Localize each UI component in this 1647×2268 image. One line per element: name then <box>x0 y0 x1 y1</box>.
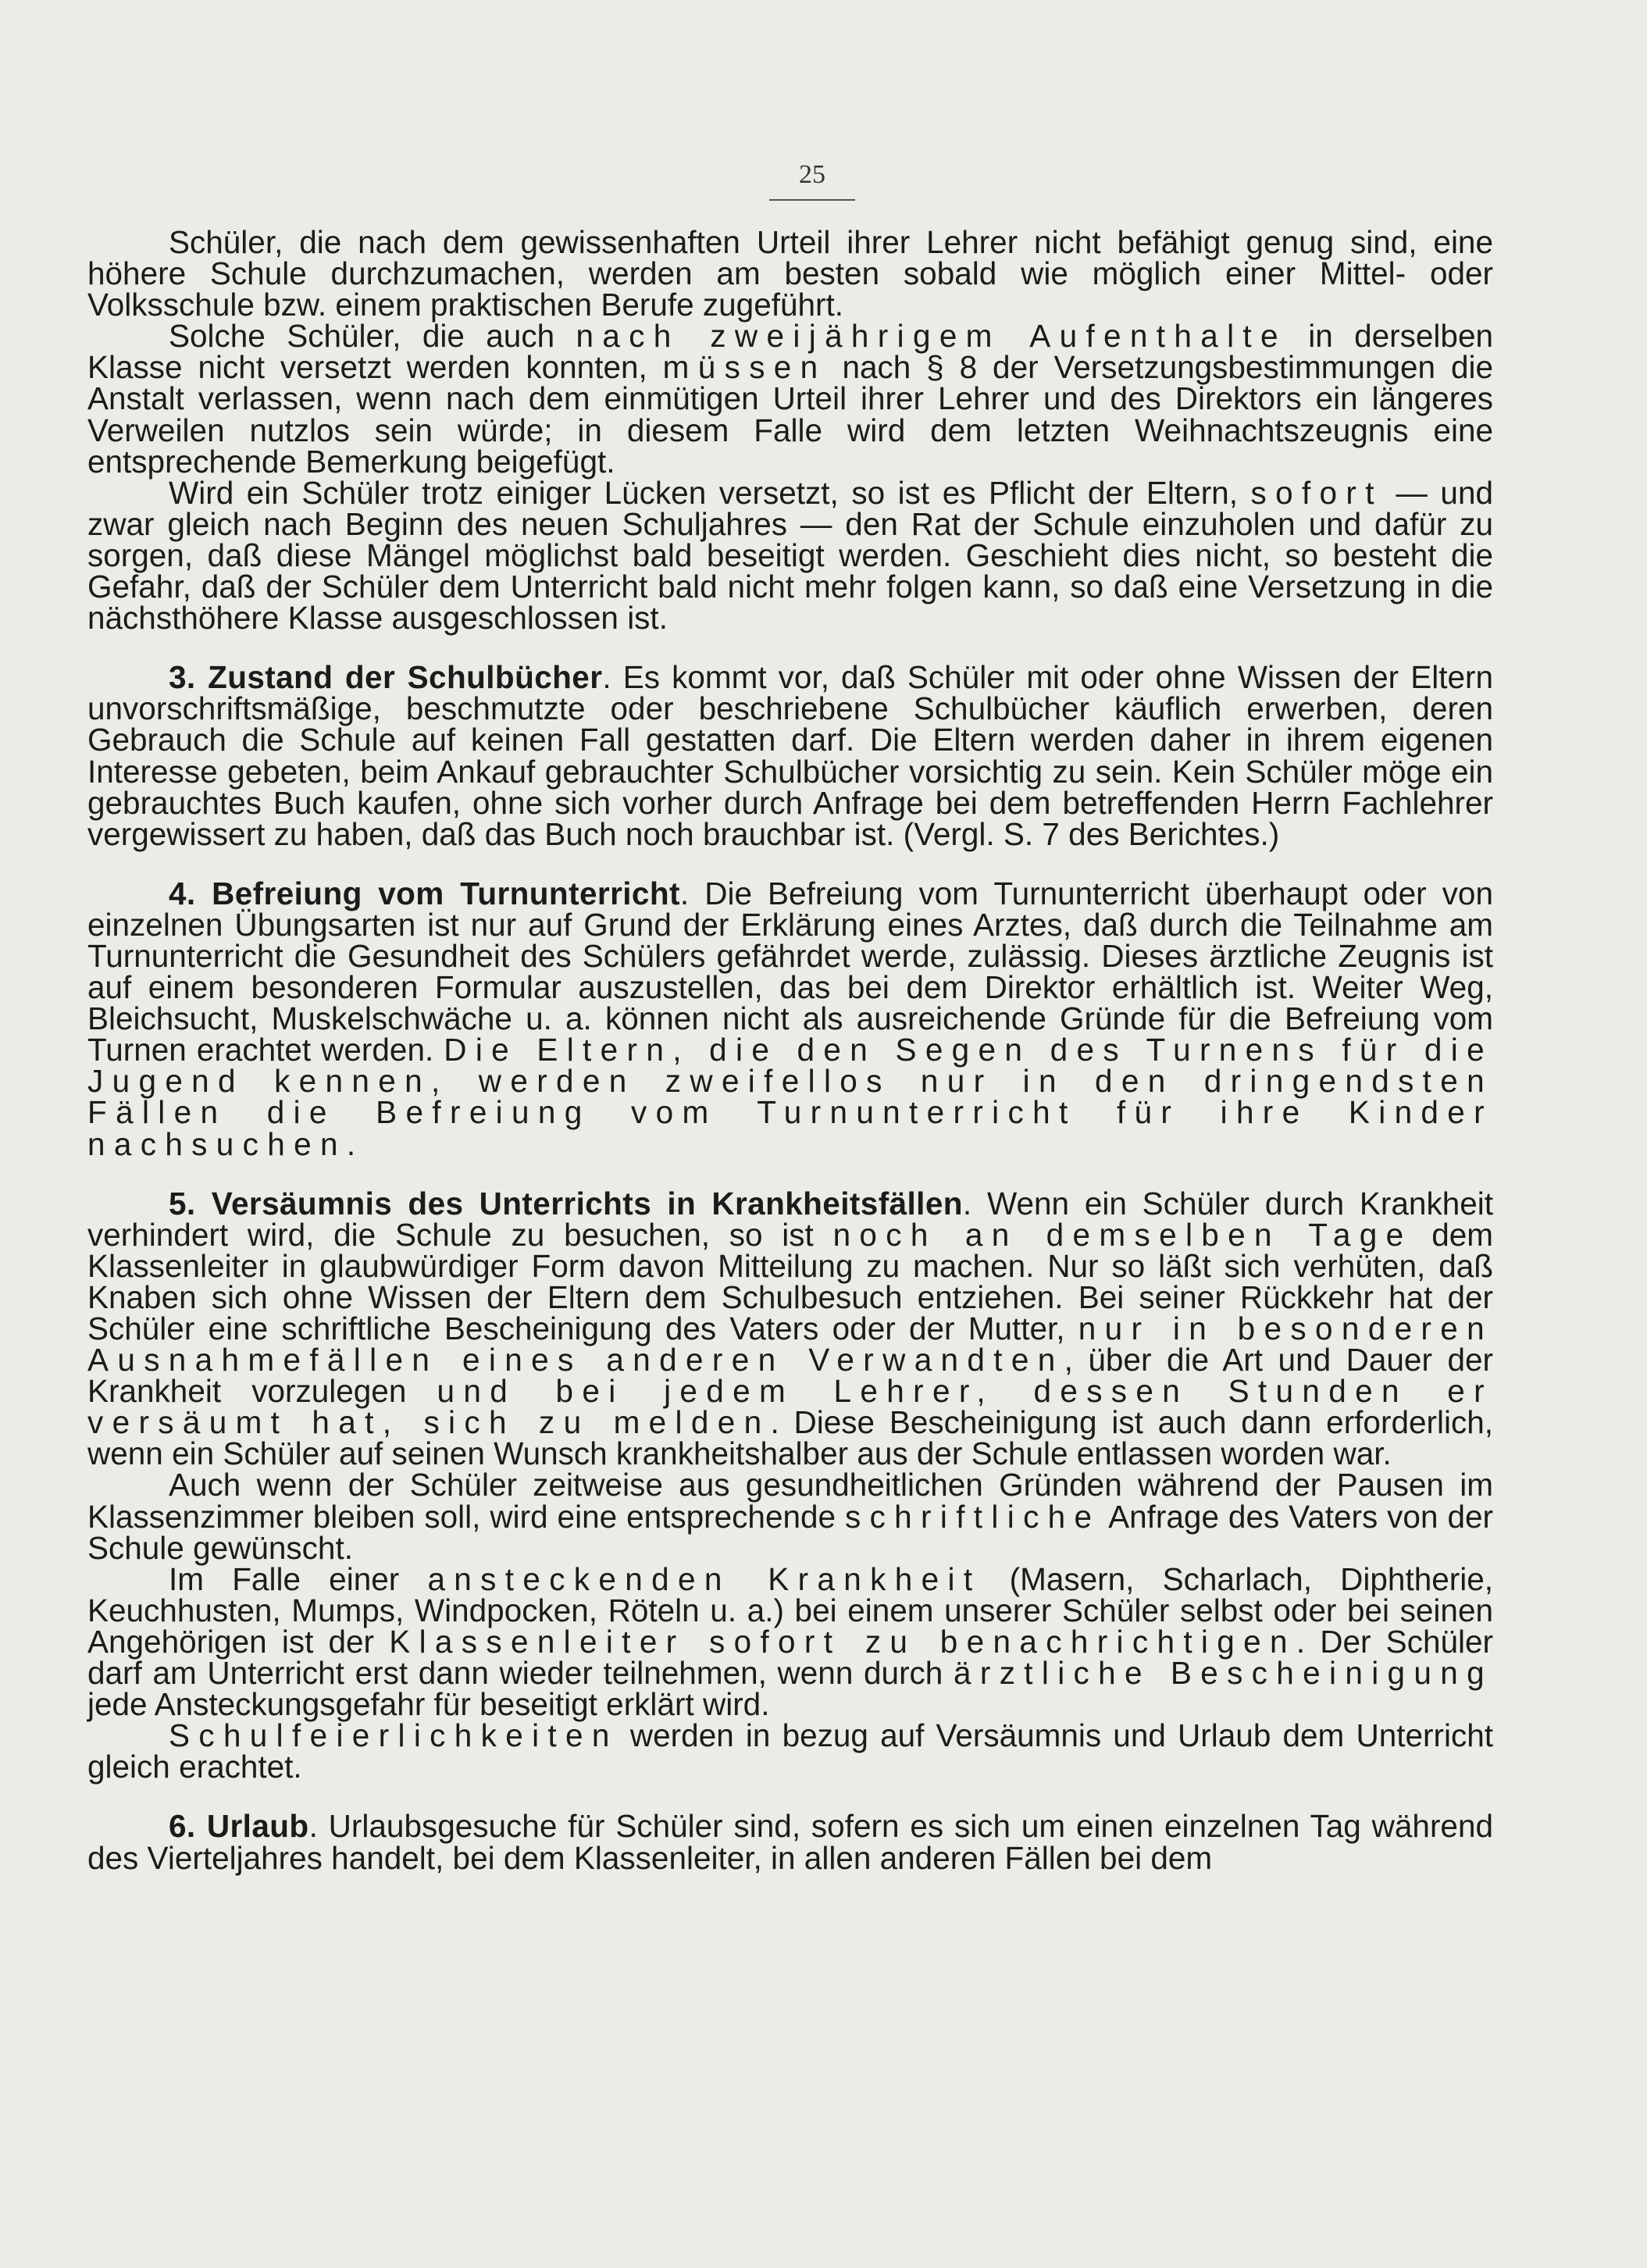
paragraph-breaks <box>87 1467 1493 1566</box>
paragraph-contagious <box>87 1560 1494 1723</box>
text-run: Wird ein Schüler trotz einiger Lücken versetzt, so ist es Pflicht der Eltern, <box>169 474 1251 511</box>
paragraph-celebrations <box>87 1717 1493 1785</box>
section-schoolbooks <box>87 659 1493 852</box>
paragraph-repeat-failure <box>87 318 1494 480</box>
text-run: jede Ansteckungsgefahr für beseitigt erklärt wird. <box>87 1686 770 1723</box>
emphasis-spaced: müssen <box>662 349 827 386</box>
text-run: — und zwar gleich nach Beginn des neuen Schuljahres — den Rat der Schule einzuholen und dafür zu sorgen, daß diese Mängel möglichst bald beseitigt werden. Geschieht dies nicht, so besteht die Gefahr, daß der Schüler dem Unterricht bald nicht mehr folgen kann, so daß eine Versetzung in die nächsthöhere Klasse ausgeschlossen ist. <box>87 474 1493 637</box>
emphasis-spaced: schriftliche <box>845 1498 1101 1535</box>
text-run: Anfrage des Vaters von der Schule gewünscht. <box>87 1498 1493 1566</box>
emphasis-spaced: nur in besonderen Ausnahmefällen eines anderen Verwandten <box>87 1311 1493 1378</box>
text-run: . Es kommt vor, daß Schüler mit oder ohne Wissen der Eltern unvorschriftsmäßige, beschmutzte oder beschriebene Schulbücher käuflich erwerben, deren Gebrauch die Schule auf keinen Fall gestatten darf. Die Eltern werden daher in ihrem eigenen Interesse gebeten, beim Ankauf gebrauchter Schulbücher vorsichtig zu sein. Kein Schüler möge ein gebrauchtes Buch kaufen, ohne sich vorher durch Anfrage bei dem betreffenden Herrn Fachlehrer vergewissert zu haben, daß das Buch noch brauchbar ist. (Vergl. S. 7 des Berichtes.) <box>87 659 1493 852</box>
text-run: (Masern, Scharlach, Diphtherie, Keuchhusten, Mumps, Windpocken, Röteln u. a.) bei einem unserer Schüler selbst oder bei seinen Angehörigen ist der <box>87 1560 1494 1660</box>
text-run: . Wenn ein Schüler durch Krankheit verhindert wird, die Schule zu besuchen, so ist <box>87 1185 1494 1253</box>
emphasis-spaced: Schulfeierlichkeiten <box>169 1717 619 1754</box>
text-run: dem Klassenleiter in glaubwürdiger Form davon Mitteilung zu machen. Nur so läßt sich verhüten, daß Knaben sich ohne Wissen der Eltern dem Schulbesuch entziehen. Bei seiner Rückkehr hat der Schüler eine schriftliche Bescheinigung des Vaters oder der Mutter, <box>87 1216 1493 1346</box>
section-leave <box>87 1808 1494 1876</box>
body-text <box>87 226 1493 1874</box>
section-heading: 5. Versäumnis des Unterrichts in Krankheitsfällen <box>169 1185 963 1221</box>
section-illness-absence <box>87 1185 1494 1472</box>
text-run: . Urlaubsgesuche für Schüler sind, sofern es sich um einen einzelnen Tag während des Vierteljahres handelt, bei dem Klassenleiter, in allen anderen Fällen bei dem <box>87 1808 1494 1876</box>
page-number-rule <box>769 199 855 201</box>
section-heading: 3. Zustand der Schulbücher <box>169 659 603 696</box>
emphasis-spaced: Klassenleiter sofort zu benachrichtigen <box>389 1623 1296 1660</box>
section-gym-exemption <box>87 875 1494 1162</box>
paragraph-gaps-advice <box>87 474 1493 637</box>
text-run: . Der Schüler darf am Unterricht erst dann wieder teilnehmen, wenn durch <box>87 1623 1493 1692</box>
emphasis-spaced: sofort <box>1250 474 1383 511</box>
emphasis-spaced: ansteckenden Krankheit <box>427 1560 982 1597</box>
section-heading: 6. Urlaub <box>169 1808 309 1845</box>
text-run: . Die Befreiung vom Turnunterricht überhaupt oder von einzelnen Übungsarten ist nur auf Grund der Erklärung eines Arztes, daß durch die Teilnahme am Turnunterricht die Gesundheit des Schülers gefährdet werde, zulässig. Dieses ärztliche Zeugnis ist auf einem besonderen Formular auszustellen, das bei dem Direktor erhältlich ist. Weiter Weg, Bleichsucht, Muskelschwäche u. a. können nicht als ausreichende Gründe für die Befreiung vom Turnen erachtet werden. <box>87 875 1493 1068</box>
text-run: Auch wenn der Schüler zeitweise aus gesundheitlichen Gründen während der Pausen im Klassenzimmer bleiben soll, wird eine entsprechende <box>87 1467 1493 1535</box>
page-number: 25 <box>799 160 825 189</box>
text-run: in derselben Klasse nicht versetzt werden konnten, <box>87 318 1494 386</box>
text-run: , über die Art und Dauer der Krankheit vorzulegen <box>87 1342 1493 1410</box>
paragraph-promotion-advice: Schüler, die nach dem gewissenhaften Urteil ihrer Lehrer nicht befähigt genug sind, eine höhere Schule durchzumachen, werden am besten sobald wie möglich einer Mittel- oder Volksschule bzw. einem praktischen Berufe zugeführt. <box>87 224 1493 323</box>
emphasis-spaced: nach zweijährigem Aufenthalte <box>576 318 1287 355</box>
text-run: Im Falle einer <box>169 1560 428 1597</box>
text-run: Solche Schüler, die auch <box>169 318 576 355</box>
text-run: nach § 8 der Versetzungsbestimmungen die Anstalt verlassen, wenn nach dem einmütigen Urteil ihrer Lehrer und des Direktors ein längeres Verweilen nutzlos sein würde; in diesem Falle wird dem letzten Weihnachtszeugnis eine entsprechende Bemerkung beigefügt. <box>87 349 1493 480</box>
text-run: werden in bezug auf Versäumnis und Urlaub dem Unterricht gleich erachtet. <box>87 1717 1493 1785</box>
emphasis-spaced: und bei jedem Lehrer, dessen Stunden er versäumt hat, sich zu melden <box>87 1373 1494 1441</box>
emphasis-spaced: Die Eltern, die den Segen des Turnens für die Jugend kennen, werden zweifellos nur in den dringendsten Fällen die Befreiung vom Turnunterricht für ihre Kinder nachsuchen. <box>87 1032 1494 1162</box>
text-run: . Diese Bescheinigung ist auch dann erforderlich, wenn ein Schüler auf seinen Wunsch krankheitshalber aus der Schule entlassen worden war. <box>87 1404 1493 1472</box>
emphasis-spaced: ärztliche Bescheinigung <box>954 1655 1493 1692</box>
emphasis-spaced: noch an demselben Tage <box>832 1216 1413 1253</box>
section-heading: 4. Befreiung vom Turnunterricht <box>169 875 680 911</box>
